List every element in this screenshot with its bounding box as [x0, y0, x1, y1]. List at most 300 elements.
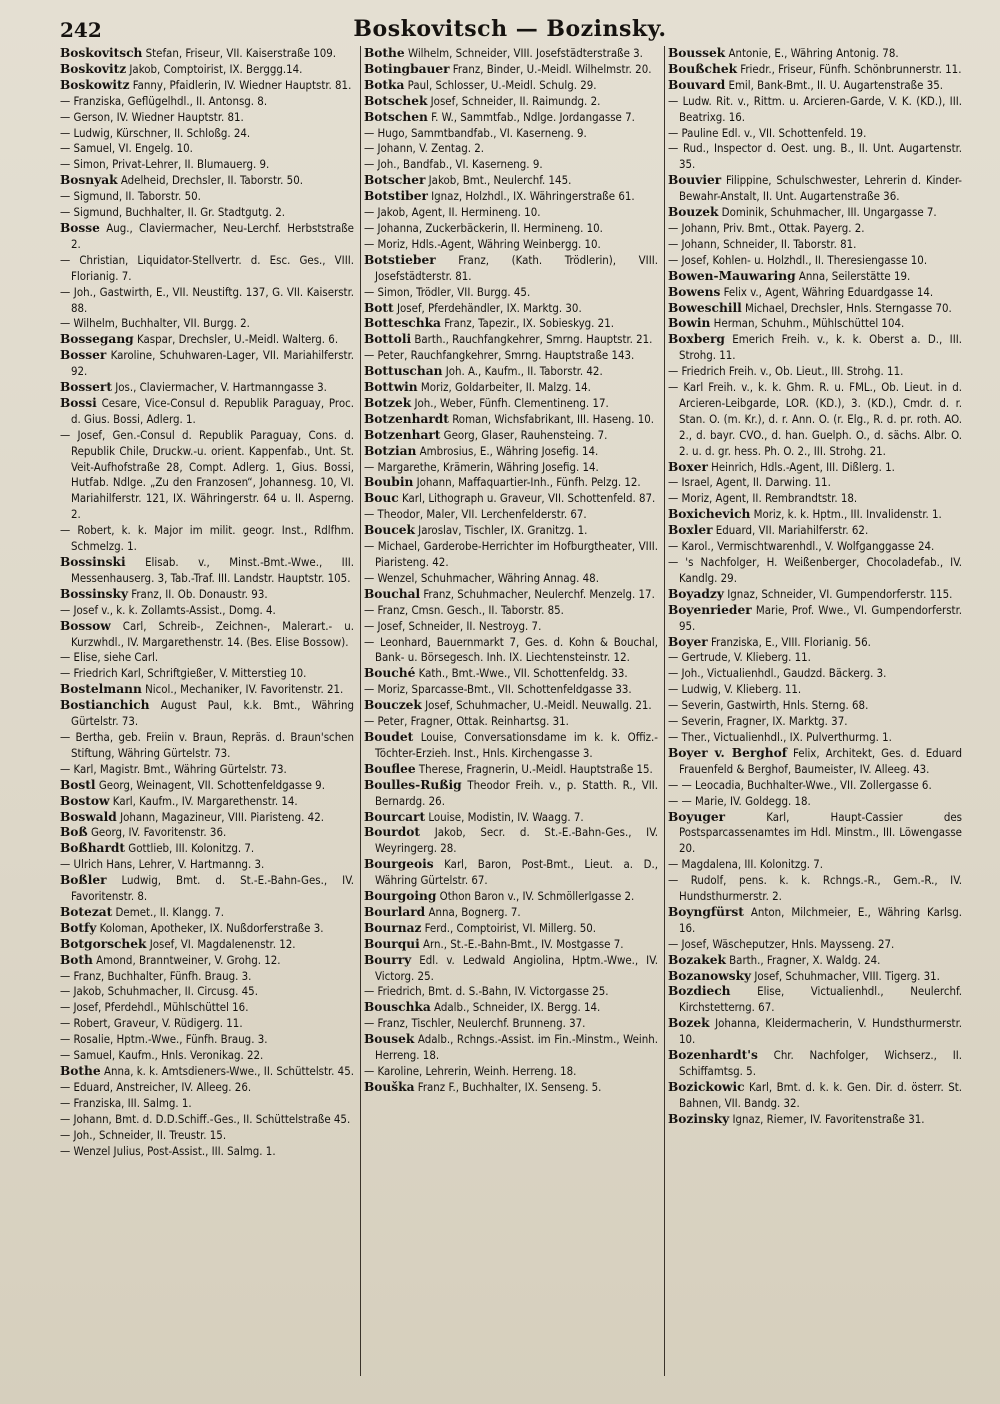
directory-entry [364, 1080, 658, 1096]
entry-surname: Bourdot [364, 825, 420, 840]
directory-entry [364, 412, 658, 428]
entry-surname: Boubin [364, 475, 414, 490]
entry-details: Marie, Prof. Wwe., VI. Gumpendorferstr. 95. [679, 602, 962, 633]
entry-details: — Wilhelm, Buchhalter, VII. Burgg. 2. [60, 316, 250, 331]
directory-entry [668, 810, 962, 858]
entry-details: — Josef, Kohlen- u. Holzhdl., II. Theresiengasse 10. [668, 252, 928, 267]
directory-entry [364, 1016, 658, 1032]
entry-details: — Franziska, III. Salmg. 1. [60, 1095, 192, 1110]
entry-details: — Friedrich Freih. v., Ob. Lieut., III. Strohg. 11. [668, 364, 904, 379]
entry-details: Georg, Weinagent, VII. Schottenfeldgasse 9. [95, 777, 325, 792]
directory-entry [364, 491, 658, 507]
directory-entry [364, 984, 658, 1000]
entry-details: Franz, Tapezir., IX. Sobieskyg. 21. [440, 316, 614, 331]
directory-entry [60, 332, 354, 348]
entry-surname: Botzenhart [364, 427, 441, 442]
entry-details: — Sigmund, II. Taborstr. 50. [60, 189, 201, 204]
entry-details: Josef, Pferdehändler, IX. Marktg. 30. [393, 300, 582, 315]
entry-details: — Sigmund, Buchhalter, II. Gr. Stadtgutg. 2. [60, 205, 285, 220]
directory-entry [668, 301, 962, 317]
entry-details: — Joh., Schneider, II. Treustr. 15. [60, 1127, 227, 1142]
entry-surname: Bossi [60, 395, 97, 410]
entry-surname: Bouczek [364, 698, 422, 713]
directory-entry [668, 984, 962, 1016]
entry-details: Koloman, Apotheker, IX. Nußdorferstraße 3. [96, 920, 324, 935]
directory-entry [364, 78, 658, 94]
directory-entry [60, 348, 354, 380]
directory-entry [364, 332, 658, 348]
entry-details: Moriz, k. k. Hptm., III. Invalidenstr. 1. [750, 507, 942, 522]
page-header [60, 16, 960, 42]
directory-entry [668, 873, 962, 905]
entry-surname: Bostelmann [60, 682, 142, 697]
entry-details: Karoline, Schuhwaren-Lager, VII. Mariahilferstr. 92. [71, 348, 354, 379]
entry-details: Arn., St.-E.-Bahn-Bmt., IV. Mostgasse 7. [419, 936, 624, 951]
directory-entry [364, 444, 658, 460]
entry-details: — Friedrich Karl, Schriftgießer, V. Mitterstieg 10. [60, 666, 307, 681]
entry-surname: Boxichevich [668, 507, 751, 522]
directory-entry [60, 619, 354, 651]
entry-details: Friedr., Friseur, Fünfh. Schönbrunnerstr. 11. [737, 61, 962, 76]
directory-entry [668, 778, 962, 794]
entry-surname: Boßler [60, 873, 107, 888]
entry-details: Louise, Modistin, IV. Waagg. 7. [425, 809, 584, 824]
entry-details: — 's Nachfolger, H. Weißenberger, Chocoladefab., IV. Kandlg. 29. [668, 555, 962, 585]
column-middle [364, 46, 658, 1376]
entry-surname: Boucek [364, 523, 415, 538]
entry-surname: Bowens [668, 284, 721, 299]
entry-details: Barth., Fragner, X. Waldg. 24. [725, 952, 881, 967]
directory-entry [60, 953, 354, 969]
entry-surname: Boskowitz [60, 77, 130, 92]
entry-details: Johann, Maffaquartier-Inh., Fünfh. Pelzg. 12. [413, 475, 641, 490]
directory-entry [364, 825, 658, 857]
columns [60, 46, 960, 1376]
directory-entry [668, 746, 962, 778]
directory-entry [668, 730, 962, 746]
directory-entry [668, 937, 962, 953]
directory-entry [60, 873, 354, 905]
entry-details: Nicol., Mechaniker, IV. Favoritenstr. 21. [141, 682, 344, 697]
directory-entry [668, 460, 962, 476]
entry-details: Ignaz, Riemer, IV. Favoritenstraße 31. [729, 1111, 925, 1126]
directory-entry [364, 714, 658, 730]
entry-details: Antonie, E., Währing Antonig. 78. [725, 46, 899, 60]
directory-entry [364, 285, 658, 301]
entry-surname: Botka [364, 77, 405, 92]
directory-entry [364, 778, 658, 810]
entry-surname: Botscher [364, 173, 426, 188]
directory-entry [60, 221, 354, 253]
entry-details: — Josef, Gen.-Consul d. Republik Paraguay, Cons. d. Republik Chile, Druckw.-u. orient. Kappenfab., Unt. St. Veit-Aufhofstraße 28, Compt. Adlerg. 1, Gius. Bossi, Hutfab. Ndlge. „Zu den Franzosen“, Johannesg. 10, VI. Mariahilferstr. 121, IX. Währingerstr. 64 u. II. Asperng. 2. [60, 427, 354, 522]
entry-details: Eduard, VII. Mariahilferstr. 62. [712, 523, 869, 538]
entry-details: Chr. Nachfolger, Wichserz., II. Schiffamtsg. 5. [679, 1048, 962, 1078]
entry-surname: Botfy [60, 920, 97, 935]
entry-details: — Pauline Edl. v., VII. Schottenfeld. 19. [668, 125, 867, 140]
entry-details: — Jakob, Schuhmacher, II. Circusg. 45. [60, 984, 258, 999]
entry-details: — Karl Freih. v., k. k. Ghm. R. u. FML., Ob. Lieut. in d. Arcieren-Leibgarde, LOR. (KD.), 3. (KD.), Cmdr. d. r. Stan. O. (m. Kr.), d. r. Ann. O. (r. Elg., R. d. pr. roth. AO. 2., d. bayr. CVO., d. han. Guelph. O., d. sächs. Albr. O. 2. u. d. gr. hess. Ph. O. 2., III. Strohg. 21. [668, 380, 962, 458]
entry-details: — Israel, Agent, II. Darwing. 11. [668, 475, 831, 490]
entry-details: Filippine, Schulschwester, Lehrerin d. Kinder-Bewahr-Anstalt, II. Unt. Augartenstraße 36. [679, 173, 962, 204]
directory-entry [364, 237, 658, 253]
entry-details: Johanna, Kleidermacherin, V. Hundsthurmerstr. 10. [679, 1016, 962, 1047]
entry-surname: Bozakek [668, 952, 726, 967]
entry-details: — Johann, V. Zentag. 2. [364, 141, 485, 156]
directory-entry [60, 253, 354, 285]
directory-entry [364, 110, 658, 126]
entry-surname: Bozdiech [668, 984, 731, 999]
directory-entry [364, 126, 658, 142]
directory-entry [60, 794, 354, 810]
entry-surname: Bourry [364, 952, 412, 967]
entry-details: — Ludwig, V. Klieberg. 11. [668, 682, 802, 697]
entry-details: — — Leocadia, Buchhalter-Wwe., VII. Zollergasse 6. [668, 777, 932, 792]
directory-entry [364, 1032, 658, 1064]
directory-entry [364, 635, 658, 667]
entry-surname: Boß [60, 825, 88, 840]
directory-entry [60, 969, 354, 985]
entry-details: Therese, Fragnerin, U.-Meidl. Hauptstraße 15. [415, 761, 653, 776]
entry-details: — Gertrude, V. Klieberg. 11. [668, 650, 811, 665]
directory-entry [364, 523, 658, 539]
entry-surname: Boyngfürst [668, 904, 744, 919]
entry-details: Karl, Baron, Post-Bmt., Lieut. a. D., Währing Gürtelstr. 67. [375, 857, 658, 888]
directory-entry [60, 1048, 354, 1064]
entry-surname: Bothe [364, 46, 405, 60]
entry-details: Elisab. v., Minst.-Bmt.-Wwe., III. Messenhauserg. 3, Tab.-Traf. III. Landstr. Hauptstr. 105. [71, 555, 354, 585]
entry-surname: Bostianchich [60, 698, 150, 713]
directory-entry [364, 460, 658, 476]
directory-entry [364, 94, 658, 110]
directory-entry [364, 141, 658, 157]
entry-surname: Boyer [668, 634, 708, 649]
entry-details: Louise, Conversationsdame im k. k. Offiz.-Töchter-Erzieh. Inst., Hnls. Kirchengasse 3. [375, 729, 658, 760]
entry-details: Roman, Wichsfabrikant, III. Haseng. 10. [448, 411, 655, 426]
entry-details: — Rudolf, pens. k. k. Rchngs.-R., Gem.-R., IV. Hundsthurmerstr. 2. [668, 873, 962, 904]
directory-entry [364, 396, 658, 412]
directory-entry [364, 205, 658, 221]
directory-entry [60, 380, 354, 396]
directory-entry [668, 794, 962, 810]
directory-entry [364, 253, 658, 285]
directory-entry [668, 205, 962, 221]
entry-details: Adalb., Rchngs.-Assist. im Fin.-Minstm., Weinh. Herreng. 18. [375, 1032, 658, 1063]
directory-entry [60, 778, 354, 794]
directory-entry [60, 62, 354, 78]
entry-surname: Boswald [60, 809, 117, 824]
entry-details: Georg, IV. Favoritenstr. 36. [87, 825, 227, 840]
directory-entry [364, 173, 658, 189]
directory-entry [364, 730, 658, 762]
entry-details: — Franziska, Geflügelhdl., II. Antonsg. 8. [60, 93, 268, 108]
entry-details: Anton, Milchmeier, E., Währing Karlsg. 16. [679, 904, 962, 935]
entry-details: Joh. A., Kaufm., II. Taborstr. 42. [442, 364, 603, 379]
entry-details: — Franz, Tischler, Neulerchf. Brunneng. 37. [364, 1016, 586, 1031]
directory-entry [668, 666, 962, 682]
entry-surname: Botzian [364, 443, 417, 458]
entry-details: Franz F., Buchhalter, IX. Senseng. 5. [414, 1079, 602, 1094]
directory-entry [364, 46, 658, 62]
directory-entry [60, 587, 354, 603]
entry-details: — Simon, Privat-Lehrer, II. Blumauerg. 9. [60, 157, 270, 172]
directory-entry [668, 316, 962, 332]
directory-entry [60, 285, 354, 317]
entry-details: Franz, Schuhmacher, Neulerchf. Menzelg. 17. [420, 586, 655, 601]
entry-surname: Bottoli [364, 332, 412, 347]
directory-entry [668, 523, 962, 539]
entry-details: Amond, Branntweiner, V. Grohg. 12. [92, 952, 281, 967]
entry-details: Wilhelm, Schneider, VIII. Josefstädterstraße 3. [404, 46, 643, 60]
entry-details: — Joh., Bandfab., VI. Kaserneng. 9. [364, 157, 543, 172]
entry-details: — Moriz, Sparcasse-Bmt., VII. Schottenfeldgasse 33. [364, 682, 632, 697]
entry-surname: Bourgeois [364, 857, 434, 872]
directory-entry [60, 603, 354, 619]
entry-details: — Severin, Fragner, IX. Marktg. 37. [668, 714, 848, 729]
directory-entry [60, 1144, 354, 1160]
directory-entry [60, 905, 354, 921]
directory-entry [364, 301, 658, 317]
entry-details: — Gerson, IV. Wiedner Hauptstr. 81. [60, 109, 244, 124]
entry-details: Moriz, Goldarbeiter, II. Malzg. 14. [417, 380, 591, 395]
entry-details: — Eduard, Anstreicher, IV. Alleeg. 26. [60, 1079, 252, 1094]
entry-details: Johann, Magazineur, VIII. Piaristeng. 42. [116, 809, 324, 824]
entry-surname: Bouška [364, 1079, 415, 1094]
entry-details: Edl. v. Ledwald Angiolina, Hptm.-Wwe., IV. Victorg. 25. [375, 952, 658, 983]
directory-entry [364, 316, 658, 332]
directory-entry [668, 269, 962, 285]
directory-entry [60, 189, 354, 205]
entry-details: — Franz, Cmsn. Gesch., II. Taborstr. 85. [364, 602, 564, 617]
entry-details: — Hugo, Sammtbandfab., VI. Kaserneng. 9. [364, 125, 587, 140]
entry-details: — Peter, Fragner, Ottak. Reinhartsg. 31. [364, 714, 569, 729]
directory-entry [364, 428, 658, 444]
directory-entry [364, 348, 658, 364]
entry-details: — Josef, Schneider, II. Nestroyg. 7. [364, 618, 542, 633]
directory-entry [60, 46, 354, 62]
entry-surname: Bozanowsky [668, 968, 752, 983]
directory-entry [60, 1080, 354, 1096]
directory-entry [60, 1000, 354, 1016]
column-divider [664, 46, 665, 1376]
entry-surname: Boyuger [668, 809, 726, 824]
entry-surname: Botteschka [364, 316, 441, 331]
directory-entry [364, 364, 658, 380]
entry-details: Karl, Lithograph u. Graveur, VII. Schottenfeld. 87. [398, 491, 656, 506]
entry-details: Josef, Schuhmacher, VIII. Tigerg. 31. [751, 968, 940, 983]
entry-surname: Botzek [364, 395, 412, 410]
entry-details: Karl, Kaufm., IV. Margarethenstr. 14. [109, 793, 298, 808]
entry-details: Ludwig, Bmt. d. St.-E.-Bahn-Ges., IV. Favoritenstr. 8. [71, 873, 354, 904]
entry-surname: Bowen-Mauwaring [668, 268, 796, 283]
entry-details: Karl, Haupt-Cassier des Postsparcassenamtes im Hdl. Minstm., III. Löwengasse 20. [679, 809, 962, 856]
directory-entry [668, 332, 962, 364]
entry-details: Felix v., Agent, Währing Eduardgasse 14. [720, 284, 934, 299]
directory-entry [668, 714, 962, 730]
directory-entry [668, 603, 962, 635]
entry-surname: Botgorschek [60, 936, 147, 951]
directory-entry [364, 603, 658, 619]
entry-details: — Josef v., k. k. Zollamts-Assist., Domg. 4. [60, 602, 276, 617]
directory-entry [668, 650, 962, 666]
entry-surname: Botstieber [364, 252, 436, 267]
directory-entry [364, 619, 658, 635]
entry-details: — Rosalie, Hptm.-Wwe., Fünfh. Braug. 3. [60, 1032, 268, 1047]
entry-surname: Bowin [668, 316, 711, 331]
entry-surname: Bourqui [364, 936, 420, 951]
entry-details: — Michael, Garderobe-Herrichter im Hofburgtheater, VIII. Piaristeng. 42. [364, 539, 658, 569]
entry-surname: Bouschka [364, 1000, 431, 1015]
entry-details: Jakob, Comptoirist, IX. Berggg.14. [126, 61, 303, 76]
directory-entry [364, 475, 658, 491]
directory-entry [364, 682, 658, 698]
entry-details: Heinrich, Hdls.-Agent, III. Dißlerg. 1. [707, 459, 895, 474]
column-right [668, 46, 962, 1376]
entry-details: — Margarethe, Krämerin, Währing Josefig. 14. [364, 459, 599, 474]
entry-details: Ferd., Comptoirist, VI. Millerg. 50. [421, 920, 597, 935]
directory-entry [364, 810, 658, 826]
entry-details: Cesare, Vice-Consul d. Republik Paraguay, Proc. d. Gius. Bossi, Adlerg. 1. [71, 395, 354, 426]
entry-surname: Bouzek [668, 205, 719, 220]
entry-surname: Bossinski [60, 555, 126, 569]
entry-surname: Bouvier [668, 173, 722, 188]
entry-details: Josef, Schneider, II. Raimundg. 2. [427, 93, 601, 108]
directory-entry [60, 141, 354, 157]
entry-surname: Bouvard [668, 77, 726, 92]
entry-surname: Boxberg [668, 332, 725, 347]
entry-details: Elise, Victualienhdl., Neulerchf. Kirchstetterng. 67. [679, 984, 962, 1015]
entry-surname: Boussek [668, 46, 726, 60]
entry-details: — Wenzel, Schuhmacher, Währing Annag. 48. [364, 570, 599, 585]
entry-details: Adalb., Schneider, IX. Bergg. 14. [430, 1000, 601, 1015]
directory-entry [364, 507, 658, 523]
directory-entry [60, 316, 354, 332]
entry-surname: Boußchek [668, 61, 738, 76]
directory-entry [668, 682, 962, 698]
directory-entry [364, 666, 658, 682]
entry-details: — — Marie, IV. Goldegg. 18. [668, 793, 811, 808]
directory-entry [60, 921, 354, 937]
entry-details: Kath., Bmt.-Wwe., VII. Schottenfeldg. 33. [415, 666, 628, 681]
entry-details: — Karl, Magistr. Bmt., Währing Gürtelstr. 73. [60, 761, 287, 776]
entry-surname: Bouchal [364, 586, 421, 601]
entry-details: Gottlieb, III. Kolonitzg. 7. [125, 841, 255, 856]
entry-details: Franz, Binder, U.-Meidl. Wilhelmstr. 20. [449, 61, 652, 76]
entry-details: — Johann, Schneider, II. Taborstr. 81. [668, 236, 857, 251]
directory-entry [364, 539, 658, 571]
directory-entry [668, 78, 962, 94]
directory-entry [60, 428, 354, 523]
directory-entry [668, 253, 962, 269]
page-number: 242 [60, 18, 102, 42]
entry-surname: Boßhardt [60, 841, 126, 856]
entry-details: Paul, Schlosser, U.-Meidl. Schulg. 29. [404, 77, 597, 92]
directory-entry [364, 905, 658, 921]
entry-surname: Bosser [60, 348, 107, 363]
directory-entry [668, 94, 962, 126]
entry-surname: Both [60, 952, 93, 967]
entry-surname: Bosnyak [60, 173, 118, 188]
entry-details: Barth., Rauchfangkehrer, Smrng. Hauptstr. 21. [411, 332, 653, 347]
entry-details: — Bertha, geb. Freiin v. Braun, Repräs. d. Braun'schen Stiftung, Währing Gürtelstr. 73. [60, 729, 354, 760]
directory-entry [668, 969, 962, 985]
entry-surname: Botstiber [364, 189, 428, 204]
entry-surname: Boweschill [668, 300, 742, 315]
entry-details: Herman, Schuhm., Mühlschüttel 104. [710, 316, 905, 331]
entry-surname: Boyer v. Berghof [668, 745, 788, 760]
directory-entry [60, 1064, 354, 1080]
entry-details: — Severin, Gastwirth, Hnls. Sterng. 68. [668, 698, 869, 713]
entry-surname: Bourgoing [364, 889, 437, 904]
entry-surname: Bouc [364, 491, 399, 506]
entry-surname: Bourcart [364, 809, 426, 824]
entry-details: — Friedrich, Bmt. d. S.-Bahn, IV. Victorgasse 25. [364, 984, 609, 999]
entry-details: Anna, Seilerstätte 19. [795, 268, 911, 283]
entry-details: Ignaz, Schneider, VI. Gumpendorferstr. 115. [723, 586, 953, 601]
entry-details: — Samuel, VI. Engelg. 10. [60, 141, 193, 156]
directory-entry [364, 157, 658, 173]
entry-surname: Bostl [60, 777, 96, 792]
entry-details: — Franz, Buchhalter, Fünfh. Braug. 3. [60, 968, 252, 983]
directory-entry [668, 173, 962, 205]
entry-details: — Joh., Gastwirth, E., VII. Neustiftg. 137, G. VII. Kaiserstr. 88. [60, 284, 354, 315]
directory-entry [60, 841, 354, 857]
directory-entry [668, 221, 962, 237]
directory-entry [668, 237, 962, 253]
directory-entry [60, 1032, 354, 1048]
entry-details: Joh., Weber, Fünfh. Clementineng. 17. [411, 395, 609, 410]
directory-entry [364, 921, 658, 937]
directory-entry [668, 905, 962, 937]
entry-surname: Bothe [60, 1064, 101, 1078]
directory-entry [668, 1016, 962, 1048]
entry-details: — Moriz, Agent, II. Rembrandtstr. 18. [668, 491, 858, 506]
entry-details: Jakob, Bmt., Neulerchf. 145. [425, 173, 572, 188]
directory-entry [60, 1016, 354, 1032]
entry-details: — Karoline, Lehrerin, Weinh. Herreng. 18. [364, 1064, 577, 1078]
entry-details: Georg, Glaser, Rauhensteing. 7. [440, 427, 608, 442]
entry-details: Karl, Bmt. d. k. k. Gen. Dir. d. österr. St. Bahnen, VII. Bandg. 32. [679, 1079, 962, 1110]
entry-details: — Peter, Rauchfangkehrer, Smrng. Hauptstraße 143. [364, 348, 635, 363]
directory-entry [60, 396, 354, 428]
directory-entry [60, 682, 354, 698]
entry-surname: Boyenrieder [668, 602, 752, 617]
entry-surname: Bouché [364, 666, 416, 681]
entry-details: Felix, Architekt, Ges. d. Eduard Frauenfeld & Berghof, Baumeister, IV. Alleeg. 43. [679, 745, 962, 776]
directory-entry [364, 1000, 658, 1016]
entry-surname: Bostow [60, 793, 110, 808]
entry-surname: Boxer [668, 459, 708, 474]
directory-entry [668, 364, 962, 380]
directory-entry [668, 62, 962, 78]
directory-entry [60, 810, 354, 826]
entry-surname: Boyadzy [668, 586, 724, 601]
entry-details: Anna, Bognerg. 7. [425, 904, 521, 919]
entry-details: Josef, Schuhmacher, U.-Meidl. Neuwallg. 21. [421, 698, 652, 713]
directory-entry [364, 937, 658, 953]
entry-details: — Ulrich Hans, Lehrer, V. Hartmanng. 3. [60, 857, 265, 872]
directory-entry [364, 221, 658, 237]
directory-entry [364, 762, 658, 778]
entry-details: — Ther., Victualienhdl., IX. Pulverthurmg. 1. [668, 729, 892, 744]
directory-entry [60, 937, 354, 953]
directory-entry [60, 1128, 354, 1144]
entry-details: — Johann, Bmt. d. D.D.Schiff.-Ges., II. Schüttelstraße 45. [60, 1111, 351, 1126]
entry-surname: Bozek [668, 1016, 710, 1031]
directory-entry [60, 698, 354, 730]
directory-entry [668, 1048, 962, 1080]
entry-surname: Boskovitz [60, 61, 127, 76]
entry-details: Kaspar, Drechsler, U.-Meidl. Walterg. 6. [133, 332, 339, 347]
